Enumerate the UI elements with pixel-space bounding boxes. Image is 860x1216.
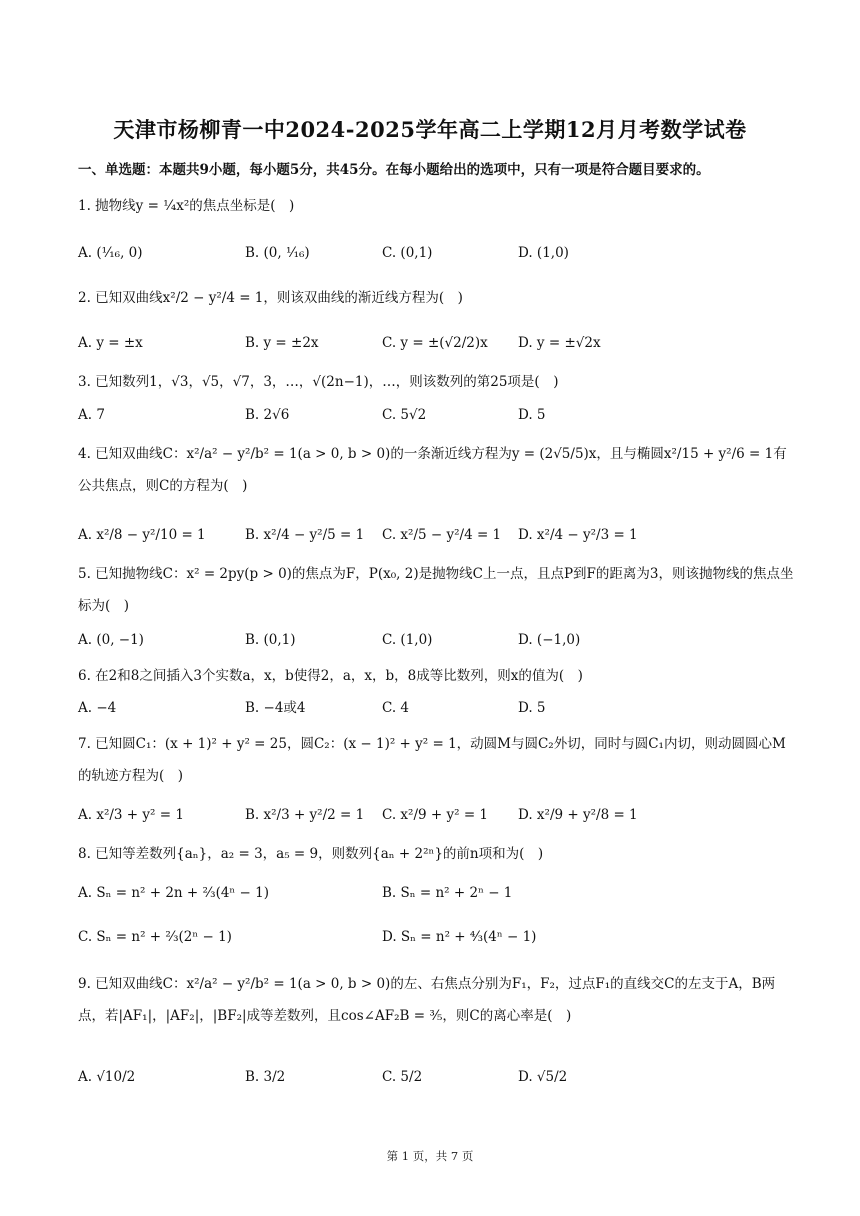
option-d: D. y = ±√2x xyxy=(518,335,601,351)
option-a: A. √10/2 xyxy=(78,1069,136,1085)
question-8-stem: 8. 已知等差数列{aₙ}，a₂ = 3，a₅ = 9，则数列{aₙ + 2²ⁿ}的前n项和为( ) xyxy=(78,846,544,862)
question-2-stem: 2. 已知双曲线x²/2 − y²/4 = 1，则该双曲线的渐近线方程为( ) xyxy=(78,290,463,306)
option-b: B. (0,1) xyxy=(245,632,296,648)
option-b: B. y = ±2x xyxy=(245,335,319,351)
option-d: D. x²/4 − y²/3 = 1 xyxy=(518,527,638,543)
question-7-stem: 7. 已知圆C₁：(x + 1)² + y² = 25，圆C₂：(x − 1)² + y² = 1，动圆M与圆C₂外切，同时与圆C₁内切，则动圆圆心M的轨迹方程为( ) xyxy=(78,736,786,784)
question-7-options xyxy=(78,800,794,830)
question-5-options xyxy=(78,625,794,655)
option-d: D. (−1,0) xyxy=(518,632,581,648)
option-c: C. (1,0) xyxy=(382,632,433,648)
option-b: B. x²/4 − y²/5 = 1 xyxy=(245,527,365,543)
option-b: B. 2√6 xyxy=(245,407,290,423)
option-d: D. x²/9 + y²/8 = 1 xyxy=(518,807,638,823)
option-b: B. x²/3 + y²/2 = 1 xyxy=(245,807,365,823)
question-5-stem: 5. 已知抛物线C：x² = 2py(p > 0)的焦点为F，P(x₀, 2)是抛物线C上一点，且点P到F的距离为3，则该抛物线的焦点坐标为( ) xyxy=(78,566,794,614)
question-9-options xyxy=(78,1062,794,1092)
exam-title: 天津市杨柳青一中2024-2025学年高二上学期12月月考数学试卷 xyxy=(113,117,747,142)
option-c: C. x²/9 + y² = 1 xyxy=(382,807,489,823)
option-a: A. (¹⁄₁₆, 0) xyxy=(78,245,143,261)
option-c: C. 4 xyxy=(382,700,410,716)
question-4-options xyxy=(78,520,794,550)
option-b: B. −4或4 xyxy=(245,700,306,716)
option-b: B. Sₙ = n² + 2ⁿ − 1 xyxy=(382,885,513,901)
option-a: A. (0, −1) xyxy=(78,632,144,648)
question-1-options xyxy=(78,238,794,268)
option-c: C. 5√2 xyxy=(382,407,427,423)
option-a: A. 7 xyxy=(78,407,105,423)
option-c: C. (0,1) xyxy=(382,245,433,261)
question-2-options xyxy=(78,328,794,358)
option-a: A. x²/8 − y²/10 = 1 xyxy=(78,527,206,543)
option-d: D. Sₙ = n² + ⁴⁄₃(4ⁿ − 1) xyxy=(382,929,537,945)
option-d: D. √5/2 xyxy=(518,1069,568,1085)
option-c: C. 5/2 xyxy=(382,1069,423,1085)
option-a: A. −4 xyxy=(78,700,117,716)
question-9-stem: 9. 已知双曲线C：x²/a² − y²/b² = 1(a > 0, b > 0)的左、右焦点分别为F₁，F₂，过点F₁的直线交C的左支于A，B两点，若|AF₁|，|AF₂|，|BF₂|成等差数列，且cos∠AF₂B = ³⁄₅，则C的离心率是( ) xyxy=(78,976,776,1024)
page-footer: 第 1 页，共 7 页 xyxy=(386,1149,474,1163)
section-heading: 一、单选题：本题共9小题，每小题5分，共45分。在每小题给出的选项中，只有一项是符合题目要求的。 xyxy=(78,162,710,178)
option-b: B. (0, ¹⁄₁₆) xyxy=(245,245,310,261)
option-d: D. 5 xyxy=(518,700,546,716)
question-6-options xyxy=(78,693,794,723)
question-1-stem: 1. 抛物线y = ¹⁄₄x²的焦点坐标是( ) xyxy=(78,198,295,214)
question-8-options-row1 xyxy=(78,878,794,908)
question-3-stem: 3. 已知数列1，√3，√5，√7，3，…，√(2n−1)，…，则该数列的第25项是( ) xyxy=(78,374,559,390)
option-d: D. (1,0) xyxy=(518,245,569,261)
option-d: D. 5 xyxy=(518,407,546,423)
option-c: C. Sₙ = n² + ²⁄₃(2ⁿ − 1) xyxy=(78,929,232,945)
option-a: A. x²/3 + y² = 1 xyxy=(78,807,184,823)
question-8-options-row2 xyxy=(78,922,794,952)
option-a: A. Sₙ = n² + 2n + ²⁄₃(4ⁿ − 1) xyxy=(78,885,270,901)
option-a: A. y = ±x xyxy=(78,335,143,351)
question-3-options xyxy=(78,400,794,430)
option-c: C. x²/5 − y²/4 = 1 xyxy=(382,527,502,543)
question-4-stem: 4. 已知双曲线C：x²/a² − y²/b² = 1(a > 0, b > 0)的一条渐近线方程为y = (2√5/5)x，且与椭圆x²/15 + y²/6 = 1有公共焦点，则C的方程为( ) xyxy=(78,446,787,494)
question-6-stem: 6. 在2和8之间插入3个实数a，x，b使得2，a，x，b，8成等比数列，则x的值为( ) xyxy=(78,668,583,684)
option-b: B. 3/2 xyxy=(245,1069,286,1085)
option-c: C. y = ±(√2/2)x xyxy=(382,335,488,351)
